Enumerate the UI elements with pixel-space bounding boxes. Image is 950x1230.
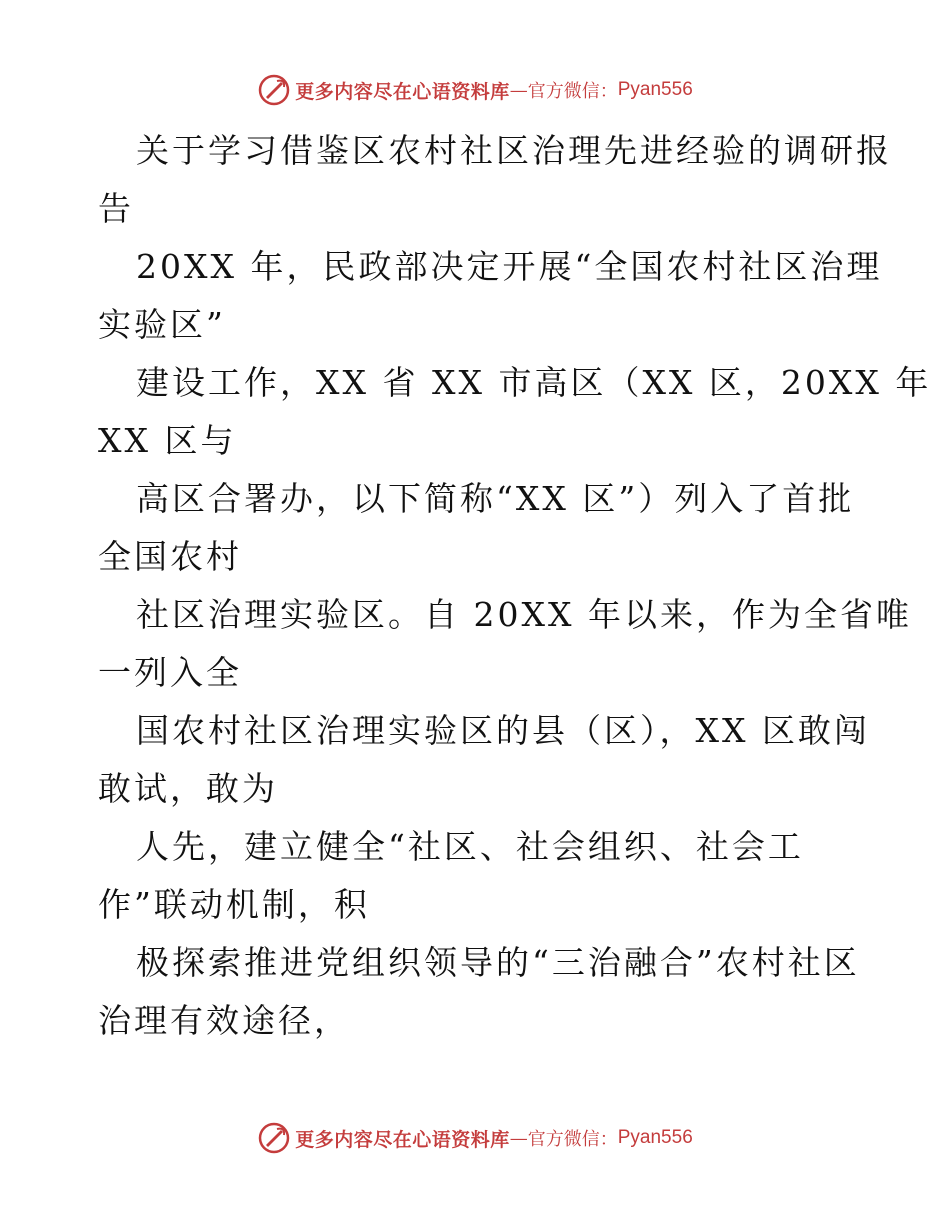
paragraph-line: XX 区与 — [98, 421, 237, 460]
quill-logo-icon — [257, 73, 291, 107]
paragraph-line: 高区合署办，以下简称“XX 区”）列入了首批 — [136, 479, 855, 518]
footer-watermark — [0, 1118, 950, 1158]
paragraph — [98, 702, 870, 818]
paragraph-line: 人先，建立健全“社区、社会组织、社会工 — [136, 827, 804, 866]
paragraph-line: 治理有效途径， — [98, 1001, 350, 1040]
header-watermark — [0, 70, 950, 110]
paragraph-line: 关于学习借鉴区农村社区治理先进经验的调研报 — [136, 131, 892, 170]
document-body — [98, 122, 932, 1050]
watermark-dash: — — [509, 79, 528, 101]
paragraph-line: 全国农村 — [98, 537, 242, 576]
quill-logo-icon — [257, 1121, 291, 1155]
paragraph — [98, 818, 858, 934]
paragraph-line: 敢试，敢为 — [98, 769, 278, 808]
paragraph-line: 国农村社区治理实验区的县（区），XX 区敢闯 — [136, 711, 870, 750]
watermark-sub: 官方微信： — [527, 81, 618, 102]
paragraph — [98, 354, 932, 470]
watermark-sub: 官方微信： — [527, 1129, 618, 1150]
paragraph-line: 社区治理实验区。自 20XX 年以来，作为全省唯 — [136, 595, 912, 634]
paragraph — [98, 470, 858, 586]
paragraph-line: 建设工作，XX 省 XX 市高区（XX 区，20XX 年 — [136, 363, 932, 402]
paragraph-line: 作”联动机制，积 — [98, 885, 370, 924]
watermark-text: 更多内容尽在心语资料库 — [295, 1128, 510, 1151]
paragraph — [98, 122, 892, 238]
paragraph-line: 一列入全 — [98, 653, 242, 692]
watermark-text: 更多内容尽在心语资料库 — [295, 80, 510, 103]
paragraph-line: 20XX 年，民政部决定开展“全国农村社区治理 — [136, 247, 883, 286]
watermark-id: Pyan556 — [617, 1127, 693, 1148]
paragraph-line: 实验区” — [98, 305, 226, 344]
paragraph-line: 告 — [98, 189, 134, 228]
paragraph — [98, 934, 858, 1050]
paragraph — [98, 586, 912, 702]
paragraph — [98, 238, 883, 354]
paragraph-line: 极探索推进党组织领导的“三治融合”农村社区 — [136, 943, 860, 982]
watermark-id: Pyan556 — [617, 79, 693, 100]
watermark-dash: — — [509, 1127, 528, 1149]
